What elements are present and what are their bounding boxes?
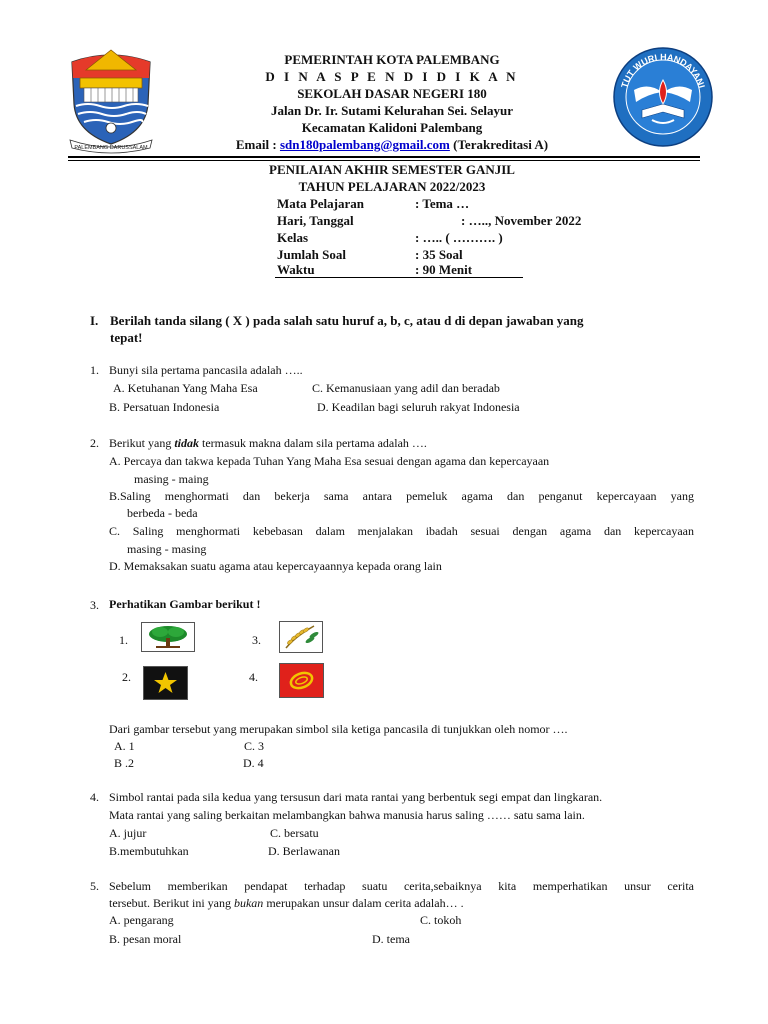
star-icon: [143, 666, 188, 700]
option-b-continued: berbeda - beda: [127, 506, 198, 520]
letterhead-divider-thin: [68, 160, 700, 161]
right-logo-text: TUT WURI HANDAYANI: [619, 51, 707, 90]
image-label-1: 1.: [119, 633, 128, 647]
question-number: 3.: [90, 598, 99, 612]
field-label-subject: Mata Pelajaran: [277, 196, 365, 211]
option-c[interactable]: C. tokoh: [420, 913, 462, 927]
field-label-date: Hari, Tanggal: [277, 213, 354, 228]
question-text-start: Berikut yang: [109, 436, 175, 450]
question-text-end: termasuk makna dalam sila pertama adalah ….: [199, 436, 427, 450]
field-label-time: Waktu: [277, 262, 315, 277]
option-b[interactable]: B. pesan moral: [109, 932, 182, 946]
option-d[interactable]: D. Memaksakan suatu agama atau kepercayaannya kepada orang lain: [109, 559, 442, 573]
field-value-date: : ….., November 2022: [461, 213, 582, 228]
image-label-2: 2.: [122, 670, 131, 684]
question-number: 5.: [90, 879, 99, 893]
question-text-line-2: Mata rantai yang saling berkaitan melambangkan bahwa manusia harus saling …… satu sama lain.: [109, 808, 585, 822]
accreditation: (Terakreditasi A): [449, 137, 549, 152]
option-b[interactable]: B.membutuhkan: [109, 844, 189, 858]
header-district: Kecamatan Kalidoni Palembang: [301, 120, 483, 135]
question-text-end: merupakan unsur dalam cerita adalah… .: [263, 896, 464, 910]
instruction-line-1: Berilah tanda silang ( X ) pada salah satu huruf a, b, c, atau d di depan jawaban yang: [110, 313, 584, 328]
field-value-time: : 90 Menit: [415, 262, 473, 277]
option-a-continued: masing - maing: [134, 472, 209, 486]
field-value-class: : ….. ( ………. ): [415, 230, 503, 245]
exam-year: TAHUN PELAJARAN 2022/2023: [298, 179, 486, 194]
section-number: I.: [90, 313, 99, 328]
field-value-subject: : Tema …: [415, 196, 470, 211]
banyan-tree-icon: [141, 622, 195, 652]
option-a[interactable]: A. 1: [114, 739, 135, 753]
question-text: Perhatikan Gambar berikut !: [109, 597, 261, 611]
question-prompt: Dari gambar tersebut yang merupakan simbol sila ketiga pancasila di tunjukkan oleh nomor ….: [109, 722, 568, 736]
field-label-question-count: Jumlah Soal: [277, 247, 346, 262]
instruction-line-2: tepat!: [110, 330, 143, 345]
tut-wuri-handayani-logo: [612, 46, 714, 148]
option-b[interactable]: B .2: [114, 756, 135, 770]
question-emphasis: tidak: [174, 436, 199, 450]
option-b[interactable]: B.Saling menghormati dan bekerja sama antara pemeluk agama dan penganut kepercayaan yang: [109, 489, 694, 503]
header-school: SEKOLAH DASAR NEGERI 180: [297, 86, 487, 101]
option-c-continued: masing - masing: [127, 542, 207, 556]
option-d[interactable]: D. Keadilan bagi seluruh rakyat Indonesia: [317, 400, 520, 414]
question-number: 2.: [90, 436, 99, 450]
image-label-4: 4.: [249, 670, 258, 684]
option-a[interactable]: A. jujur: [109, 826, 147, 840]
option-a[interactable]: A. Percaya dan takwa kepada Tuhan Yang Maha Esa sesuai dengan agama dan kepercayaan: [109, 454, 550, 468]
image-label-3: 3.: [252, 633, 261, 647]
header-address: Jalan Dr. Ir. Sutami Kelurahan Sei. Selayur: [270, 103, 514, 118]
question-text-start: tersebut. Berikut ini yang: [109, 896, 234, 910]
question-text-line-2: [109, 896, 464, 911]
question-text-line-1: Simbol rantai pada sila kedua yang tersusun dari mata rantai yang berbentuk segi empat dan lingkaran.: [109, 790, 603, 804]
header-government: PEMERINTAH KOTA PALEMBANG: [284, 52, 500, 67]
left-logo-text: PALEMBANG DARUSSALAM: [74, 145, 148, 151]
question-number: 1.: [90, 363, 99, 377]
option-c[interactable]: C. Kemanusiaan yang adil dan beradab: [312, 381, 500, 395]
exam-title: PENILAIAN AKHIR SEMESTER GANJIL: [269, 162, 515, 177]
option-d[interactable]: D. Berlawanan: [268, 844, 340, 858]
header-department: D I N A S P E N D I D I K A N: [265, 69, 519, 84]
question-text: [109, 436, 427, 451]
email-label: Email :: [235, 137, 280, 152]
email-link[interactable]: sdn180palembang@gmail.com: [279, 137, 450, 152]
question-text-line-1: Sebelum memberikan pendapat terhadap suatu cerita,sebaiknya kita memperhatikan unsur cerita: [109, 879, 694, 893]
option-c[interactable]: C. Saling menghormati kebebasan dalam menjalakan ibadah sesuai dengan agama dan kepercayaan: [109, 524, 694, 538]
option-d[interactable]: D. tema: [372, 932, 410, 946]
option-a[interactable]: A. Ketuhanan Yang Maha Esa: [113, 381, 258, 395]
option-d[interactable]: D. 4: [243, 756, 264, 770]
info-divider: [275, 277, 523, 278]
field-value-question-count: : 35 Soal: [415, 247, 463, 262]
question-emphasis: bukan: [233, 896, 264, 910]
option-c[interactable]: C. bersatu: [270, 826, 319, 840]
rice-cotton-icon: [279, 621, 323, 653]
option-a[interactable]: A. pengarang: [109, 913, 174, 927]
option-b[interactable]: B. Persatuan Indonesia: [109, 400, 220, 414]
chain-icon: [279, 663, 324, 698]
question-text: Bunyi sila pertama pancasila adalah …..: [109, 363, 303, 377]
option-c[interactable]: C. 3: [244, 739, 265, 753]
letterhead-divider-thick: [68, 156, 700, 158]
question-number: 4.: [90, 790, 99, 804]
field-label-class: Kelas: [277, 230, 309, 245]
